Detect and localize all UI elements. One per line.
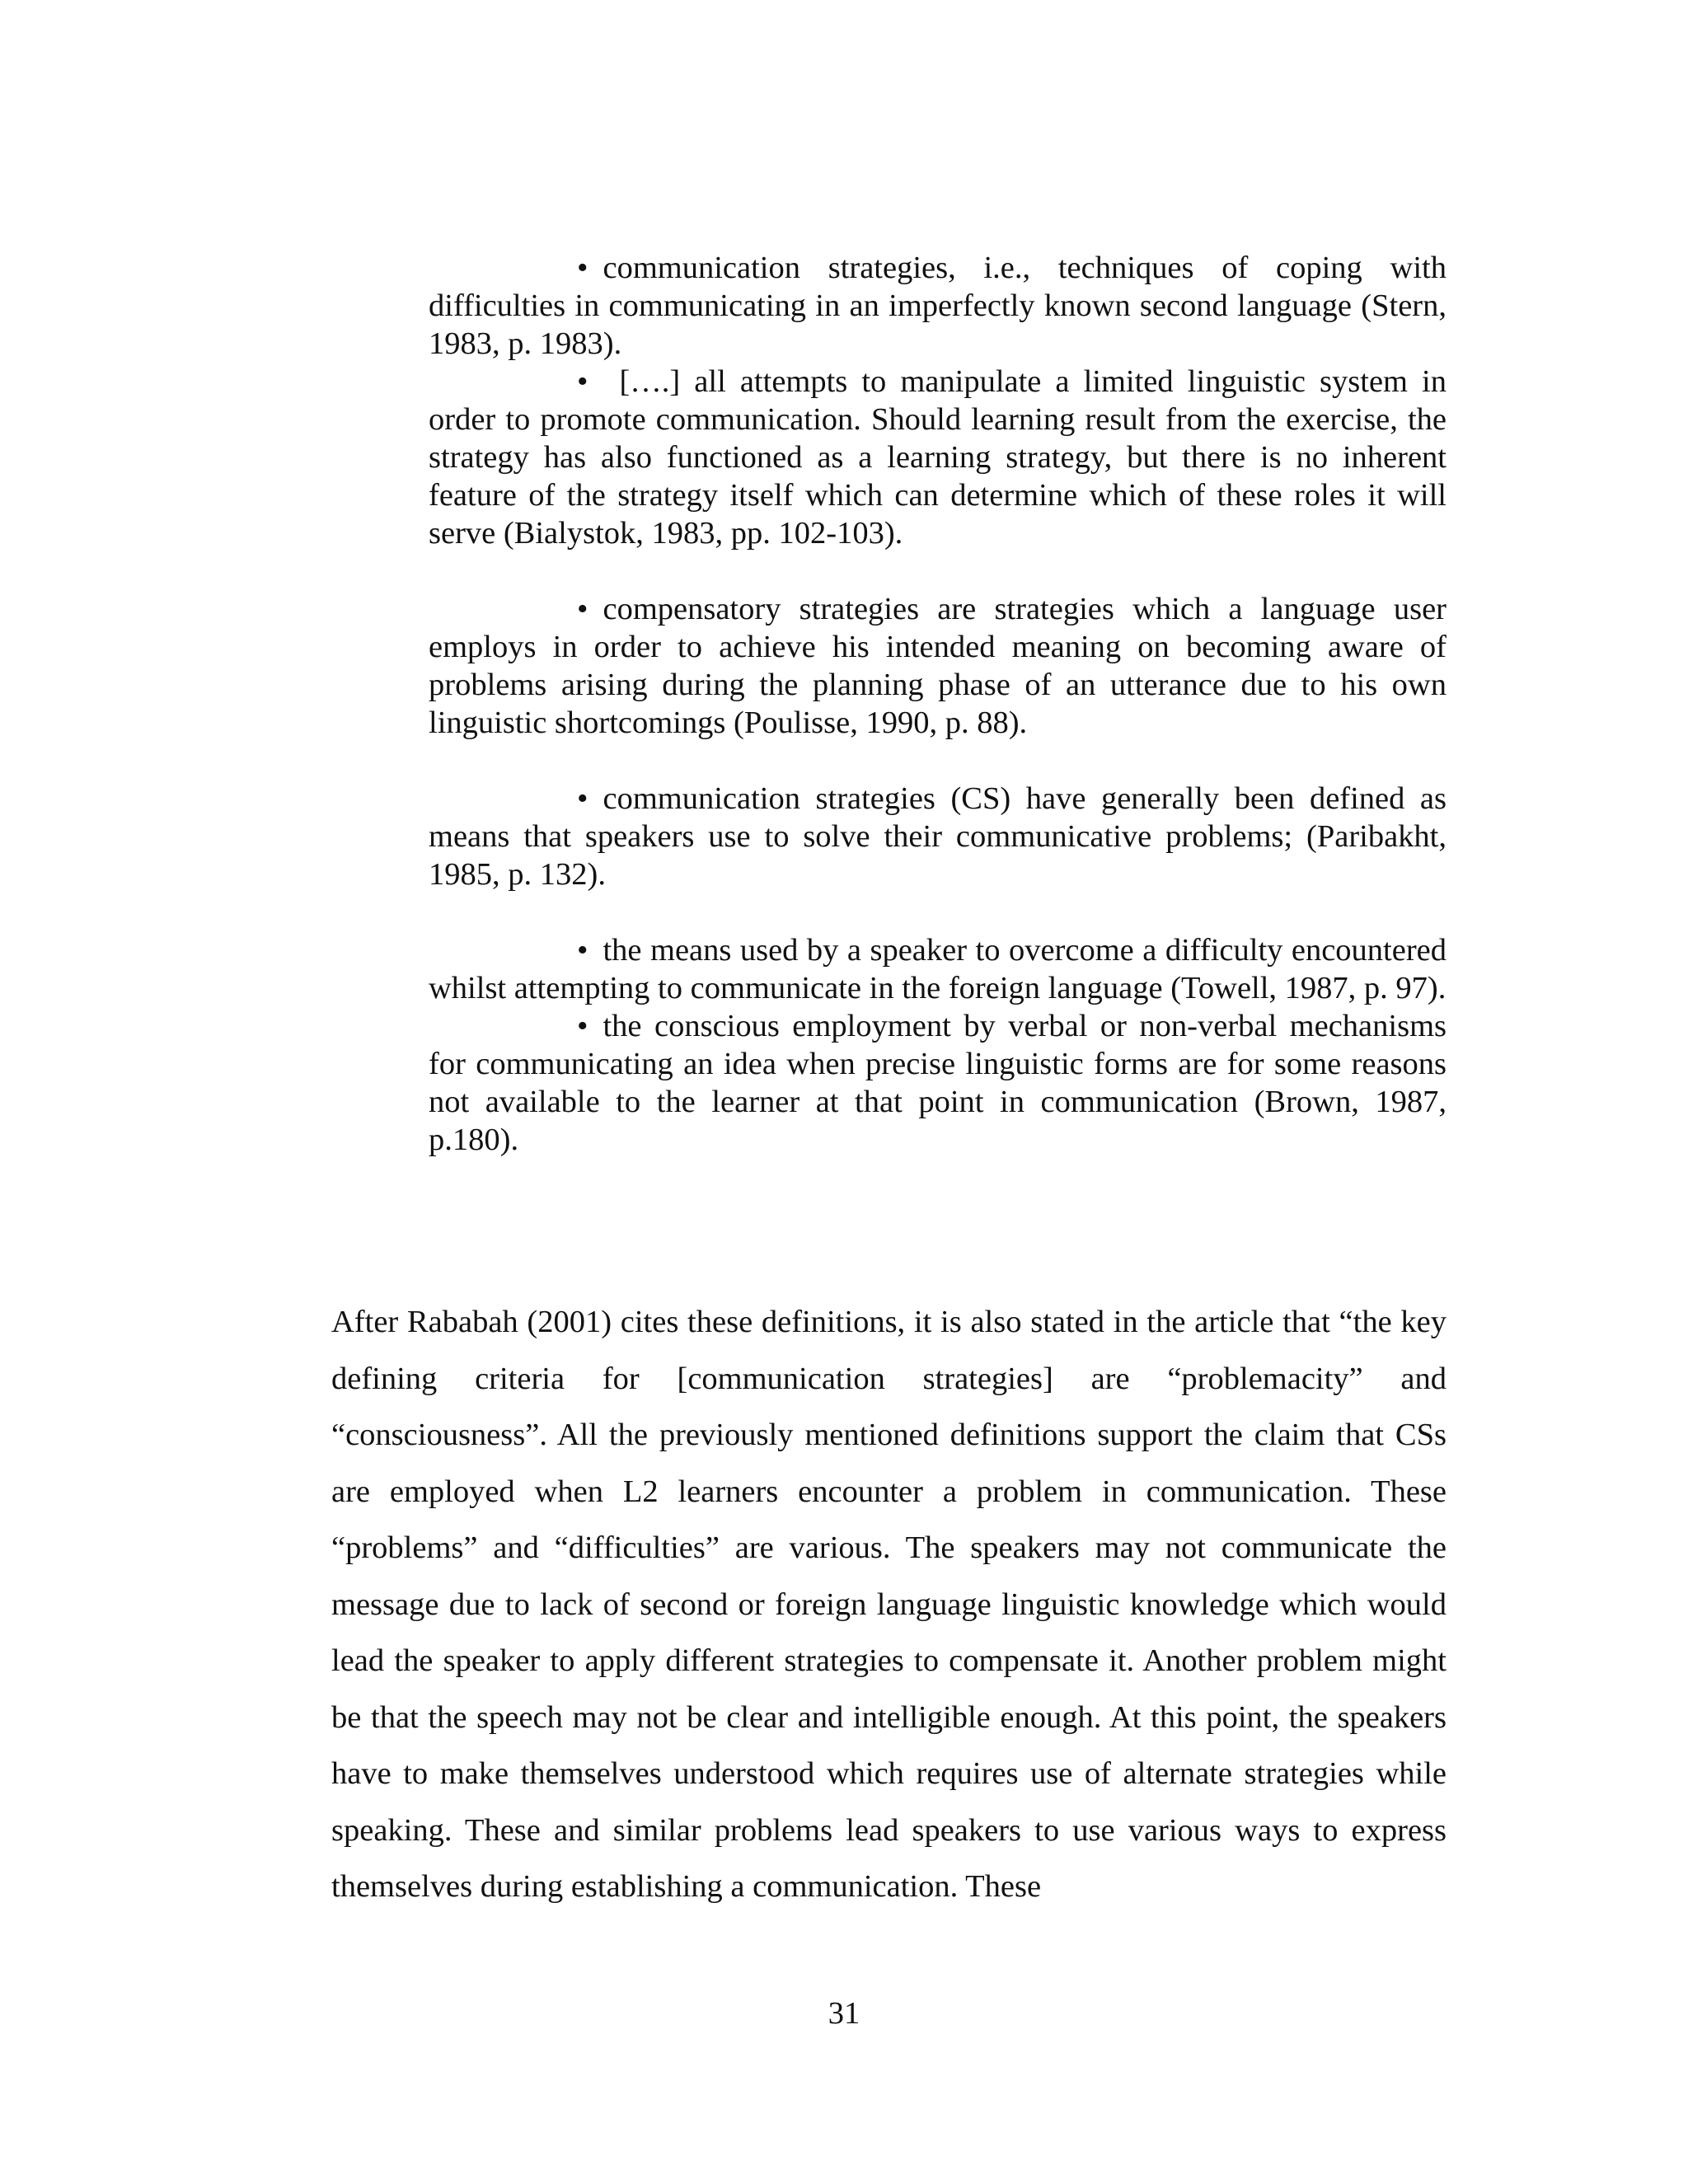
definitions-block	[429, 249, 1447, 1159]
definition-text: communication strategies, i.e., techniques of coping with difficulties in communicating in an imperfectly known second language (Stern, 1983, p. 1983).	[429, 251, 1447, 361]
page-number: 31	[828, 1996, 860, 2031]
bullet-icon: •	[577, 1009, 588, 1043]
definition-text: the means used by a speaker to overcome a difficulty encountered whilst attempting to communicate in the foreign language (Towell, 1987, p. 97).	[429, 933, 1447, 1005]
definition-text: communication strategies (CS) have generally been defined as means that speakers use to solve their communicative problems; (Paribakht, 1985, p. 132).	[429, 781, 1447, 892]
bullet-icon: •	[577, 364, 588, 399]
bullet-icon: •	[577, 251, 588, 285]
definition-item	[429, 1007, 1447, 1159]
definition-item	[429, 363, 1447, 552]
definition-text: compensatory strategies are strategies which a language user employs in order to achieve his intended meaning on becoming aware of problems arising during the planning phase of an utterance due to his own linguistic shortcomings (Poulisse, 1990, p. 88).	[429, 592, 1447, 740]
bullet-icon: •	[577, 933, 588, 968]
bullet-icon: •	[577, 592, 588, 626]
definition-item	[429, 590, 1447, 742]
body-paragraph: After Rababah (2001) cites these definitions, it is also stated in the article that “the key defining criteria for [communication strategies] are “problemacity” and “consciousness”. All the previously mentioned definitions support the claim that CSs are employed when L2 learners encounter a problem in communication. These “problems” and “difficulties” are various. The speakers may not communicate the message due to lack of second or foreign language linguistic knowledge which would lead the speaker to apply different strategies to compensate it. Another problem might be that the speech may not be clear and intelligible enough. At this point, the speakers have to make themselves understood which requires use of alternate strategies while speaking. These and similar problems lead speakers to use various ways to express themselves during establishing a communication. These	[331, 1305, 1447, 1904]
definition-item	[429, 780, 1447, 893]
definition-item	[429, 249, 1447, 363]
definition-text: the conscious employment by verbal or non-verbal mechanisms for communicating an idea when precise linguistic forms are for some reasons not available to the learner at that point in communication (Brown, 1987, p.180).	[429, 1009, 1447, 1157]
definition-item	[429, 931, 1447, 1007]
definition-text: [….] all attempts to manipulate a limited linguistic system in order to promote communication. Should learning result from the exercise, the strategy has also functioned as a learning strategy, but there is no inherent feature of the strategy itself which can determine which of these roles it will serve (Bialystok, 1983, pp. 102-103).	[429, 364, 1447, 551]
bullet-icon: •	[577, 781, 588, 816]
